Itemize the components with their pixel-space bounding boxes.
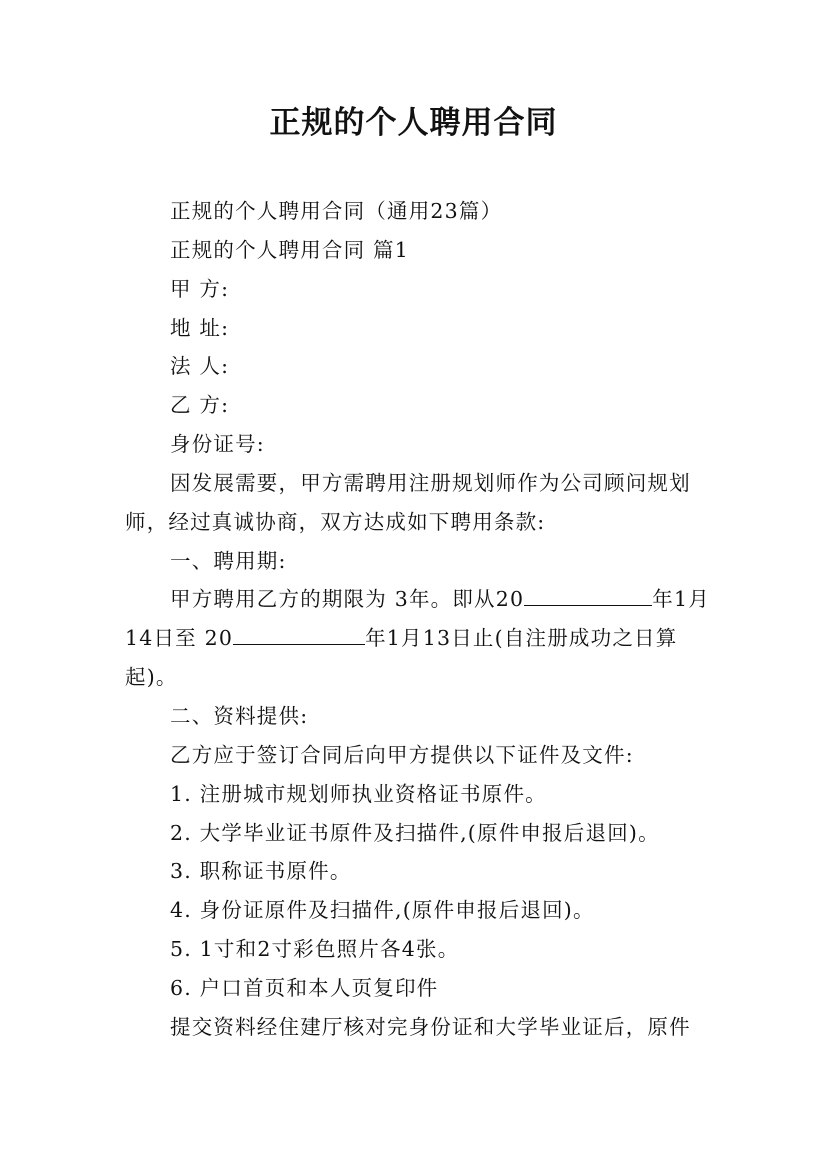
paragraph: 5. 1寸和2寸彩色照片各4张。 (170, 937, 460, 962)
paragraph: 6. 户口首页和本人页复印件 (170, 975, 439, 1000)
paragraph: 身份证号: (170, 432, 265, 457)
paragraph: 一、聘用期: (170, 548, 287, 573)
paragraph: 甲 方: (170, 276, 230, 301)
paragraph: 4. 身份证原件及扫描件,(原件申报后退回)。 (170, 898, 595, 923)
paragraph: 地 址: (170, 315, 230, 340)
paragraph: 正规的个人聘用合同 篇1 (170, 237, 409, 262)
paragraph: 3. 职称证书原件。 (170, 859, 352, 884)
blank-line (233, 624, 365, 645)
document-title: 正规的个人聘用合同 (269, 105, 558, 141)
paragraph: 提交资料经住建厅核对完身份证和大学毕业证后，原件 (170, 1014, 691, 1039)
paragraph: 乙方应于签订合同后向甲方提供以下证件及文件: (170, 742, 634, 767)
term-paragraph (125, 580, 710, 697)
blank-line (524, 585, 652, 606)
paragraph: 法 人: (170, 354, 230, 379)
term-text-3: 年1月13日止(自注册成功之日算起)。 (125, 626, 678, 690)
paragraph: 正规的个人聘用合同（通用23篇） (170, 199, 503, 223)
paragraph: 1. 注册城市规划师执业资格证书原件。 (170, 781, 547, 806)
paragraph: 因发展需要，甲方需聘用注册规划师作为公司顾问规划师，经过真诚协商，双方达成如下聘用条款: (125, 470, 691, 534)
term-text-2: 年1月14日至 20 (125, 587, 710, 651)
paragraph: 乙 方: (170, 393, 230, 418)
paragraph: 二、资料提供: (170, 703, 309, 728)
term-text-1: 甲方聘用乙方的期限为 3年。即从20 (170, 587, 525, 612)
paragraph: 2. 大学毕业证书原件及扫描件,(原件申报后退回)。 (170, 820, 660, 845)
document-body (125, 192, 710, 1047)
